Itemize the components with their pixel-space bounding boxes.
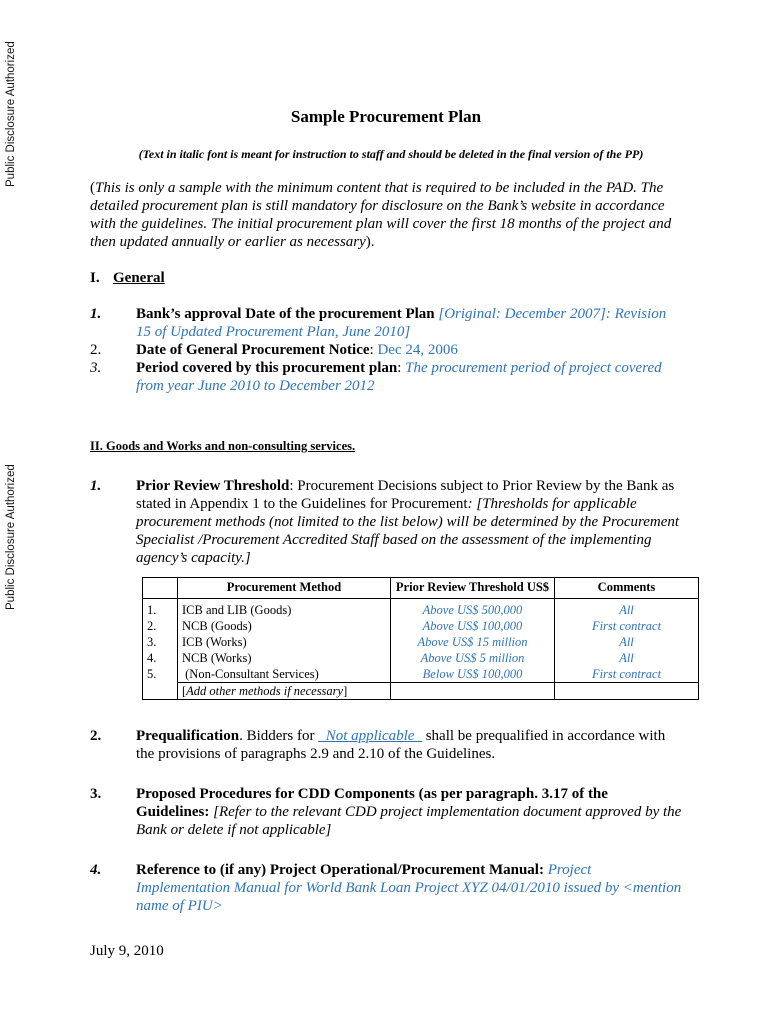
row-comment: First contract — [555, 618, 699, 634]
row-threshold: Above US$ 15 million — [391, 634, 555, 650]
intro-open: ( — [90, 180, 95, 196]
table-header-comments: Comments — [555, 578, 699, 599]
row-number: 5. — [143, 666, 178, 683]
row-threshold: Above US$ 500,000 — [391, 599, 555, 619]
item-body — [136, 785, 682, 839]
item-label: Prequalification — [136, 728, 240, 744]
row-threshold: Below US$ 100,000 — [391, 666, 555, 683]
row-add-methods — [178, 683, 391, 700]
item-separator: : — [369, 342, 378, 358]
table-header-number — [143, 578, 178, 599]
instruction-note: (Text in italic font is meant for instruction to staff and should be deleted in the final version of the PP) — [138, 147, 644, 161]
row-comment: All — [555, 650, 699, 666]
row-comment: All — [555, 599, 699, 619]
row-number: 3. — [143, 634, 178, 650]
row-threshold: Above US$ 100,000 — [391, 618, 555, 634]
row-method: (Non-Consultant Services) — [178, 666, 391, 683]
row-comment — [555, 683, 699, 700]
row-comment: First contract — [555, 666, 699, 683]
goods-item-1 — [90, 477, 682, 567]
item-label: Prior Review Threshold — [136, 478, 290, 494]
item-text-pre: . Bidders for — [239, 728, 319, 744]
row-threshold — [391, 683, 555, 700]
footer-date: July 9, 2010 — [90, 943, 164, 959]
page-title: Sample Procurement Plan — [290, 107, 482, 126]
row-number — [143, 683, 178, 700]
item-number: 3. — [90, 786, 102, 802]
item-label: Bank’s approval Date of the procurement Plan — [136, 306, 435, 322]
item-number: 3. — [90, 360, 102, 376]
row-method: ICB (Works) — [178, 634, 391, 650]
table-add-row — [143, 683, 699, 700]
add-row-text: Add other methods if necessary — [186, 684, 344, 698]
item-number: 2. — [90, 728, 102, 744]
general-item-2 — [90, 341, 682, 359]
item-body — [136, 305, 682, 341]
item-body — [136, 341, 682, 359]
general-item-1 — [90, 305, 682, 341]
section-1-number: I. — [90, 270, 100, 286]
table-row — [143, 618, 699, 634]
side-label-top: Public Disclosure Authorized — [5, 41, 17, 187]
row-method: NCB (Goods) — [178, 618, 391, 634]
item-blank-value: _Not applicable_ — [318, 728, 422, 744]
row-method: ICB and LIB (Goods) — [178, 599, 391, 619]
document-page — [90, 108, 682, 915]
item-value: [Original: December 2007]: Revision 15 of Updated Procurement Plan, June 2010] — [136, 306, 667, 340]
item-number: 1. — [90, 306, 102, 322]
add-row-close: ] — [343, 684, 348, 698]
section-1-heading — [90, 269, 682, 287]
table-row — [143, 599, 699, 619]
general-item-3 — [90, 359, 682, 395]
side-label-middle: Public Disclosure Authorized — [5, 464, 17, 611]
row-method: NCB (Works) — [178, 650, 391, 666]
item-body — [136, 727, 682, 763]
table-header-method: Procurement Method — [178, 578, 391, 599]
item-label: Proposed Procedures for CDD Components (as per paragraph. 3.17 of the Guidelines: — [136, 786, 608, 820]
row-threshold: Above US$ 5 million — [391, 650, 555, 666]
row-number: 4. — [143, 650, 178, 666]
item-body — [136, 861, 682, 915]
item-text: : Procurement Decisions subject to Prior Review by the Bank as stated in Appendix 1 to the Guidelines for Procurement — [136, 478, 675, 512]
table-header-threshold: Prior Review Threshold US$ — [391, 578, 555, 599]
item-text-post: shall be prequalified in accordance with the provisions of paragraphs 2.9 and 2.10 of the Guidelines. — [136, 728, 666, 762]
table-header-row — [143, 578, 699, 599]
section-2-heading: II. Goods and Works and non-consulting services. — [90, 439, 356, 453]
intro-close: ). — [365, 234, 375, 250]
item-body — [136, 477, 682, 567]
add-row-open: [ — [182, 684, 187, 698]
item-label: Reference to (if any) Project Operational/Procurement Manual: — [136, 862, 548, 878]
item-instruction: : [Thresholds for applicable procurement methods (not limited to the list below) will be determined by the Procurement Specialist /Procurement Accredited Staff based on the assessment of the implementing agency’s capacity.] — [136, 496, 680, 566]
item-body — [136, 359, 682, 395]
row-number: 2. — [143, 618, 178, 634]
item-number: 4. — [90, 862, 102, 878]
prior-review-table — [142, 577, 699, 700]
item-separator: : — [397, 360, 406, 376]
section-1-title: General — [113, 270, 165, 286]
intro-text: This is only a sample with the minimum content that is required to be included in the PAD. The detailed procurement plan is still mandatory for disclosure on the Bank’s website in accordance with the guidelines. The initial procurement plan will cover the first 18 months of the project and then updated annually or earlier as necessary — [90, 180, 672, 250]
item-number: 2. — [90, 342, 102, 358]
row-comment: All — [555, 634, 699, 650]
item-value: Project Implementation Manual for World Bank Loan Project XYZ 04/01/2010 issued by <mention name of PIU> — [136, 862, 682, 914]
goods-item-2 — [90, 727, 682, 763]
item-label: Period covered by this procurement plan — [136, 360, 398, 376]
item-note: [Refer to the relevant CDD project implementation document approved by the Bank or delete if not applicable] — [136, 804, 682, 838]
table-row — [143, 634, 699, 650]
item-value: Dec 24, 2006 — [377, 342, 458, 358]
row-number: 1. — [143, 599, 178, 619]
item-label: Date of General Procurement Notice — [136, 342, 370, 358]
item-value: The procurement period of project covered from year June 2010 to December 2012 — [136, 360, 662, 394]
table-row — [143, 650, 699, 666]
table-row — [143, 666, 699, 683]
goods-item-4 — [90, 861, 682, 915]
intro-paragraph — [90, 179, 682, 251]
item-number: 1. — [90, 478, 102, 494]
goods-item-3 — [90, 785, 682, 839]
